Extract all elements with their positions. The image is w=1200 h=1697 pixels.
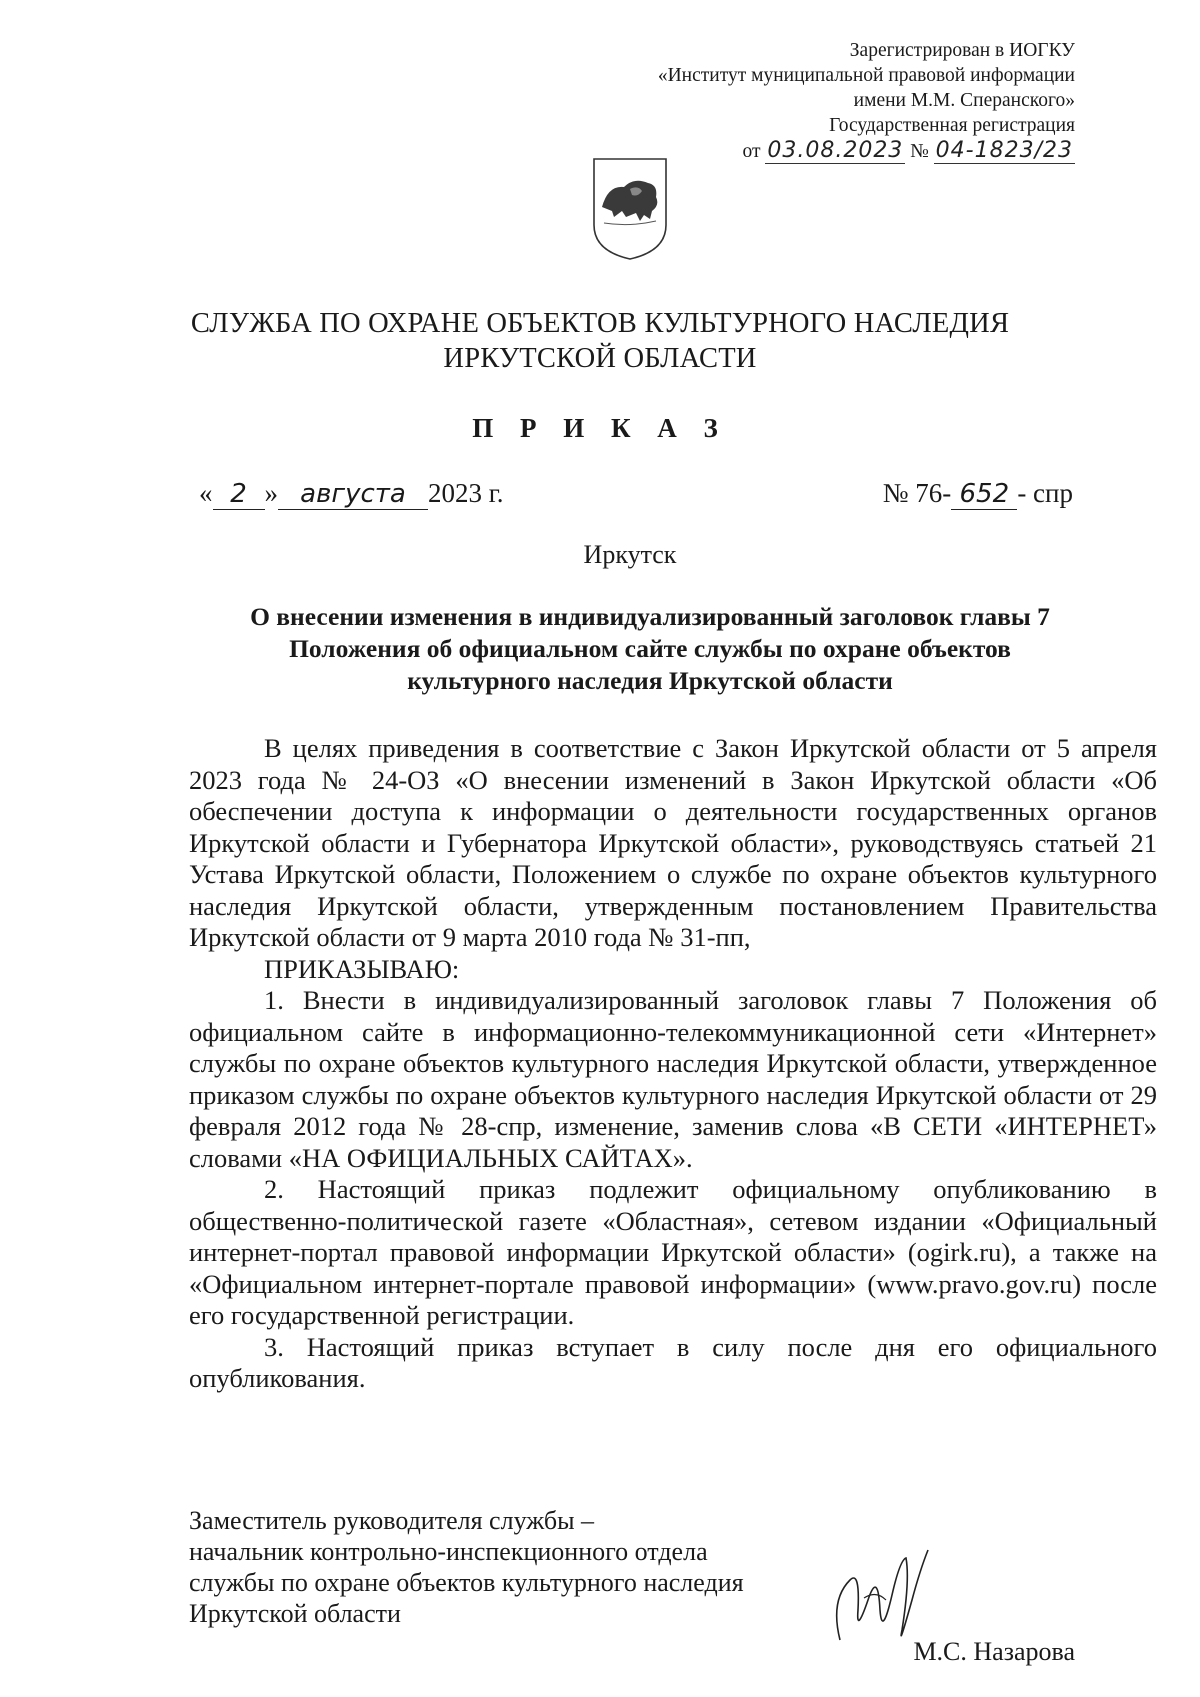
order-number [883,478,1073,510]
registration-date: 03.08.2023 [767,138,904,163]
order-number-value: 652 [951,479,1017,510]
registration-number-label: № [910,141,929,162]
document-title [200,601,1100,697]
registration-number: 04-1823/23 [935,138,1073,163]
document-title-line-1: О внесении изменения в индивидуализированный заголовок главы 7 [250,602,1050,631]
document-type: П Р И К А З [472,413,728,443]
document-body [189,733,1157,1395]
registration-line-4: Государственная регистрация [829,115,1075,136]
item-3-paragraph: 3. Настоящий приказ вступает в силу после дня его официального опубликования. [189,1331,1157,1393]
city: Иркутск [583,540,677,569]
registration-from-label: от [742,141,761,162]
document-title-line-2: Положения об официальном сайте службы по охране объектов [289,634,1011,663]
signatory-position-line-3: службы по охране объектов культурного наследия [189,1568,744,1597]
signatory-position [189,1505,744,1629]
registration-line-3: имени М.М. Сперанского» [853,90,1075,111]
order-number-prefix: № 76- [882,478,952,508]
order-number-suffix: - спр [1017,478,1073,508]
registration-line-2: «Институт муниципальной правовой информации [657,65,1075,86]
date-month: августа [278,479,428,510]
date-year: 2023 г. [428,478,504,508]
signatory-position-line-1: Заместитель руководителя службы – [189,1506,595,1535]
date-close-quote: » [264,478,278,508]
signatory-name: М.С. Назарова [913,1637,1075,1666]
registration-stamp [555,38,1075,164]
document-title-line-3: культурного наследия Иркутской области [407,666,893,695]
registration-line-1: Зарегистрирован в ИОГКУ [849,40,1075,61]
date-open-quote: « [199,478,213,508]
order-date [199,478,504,510]
preamble-paragraph: В целях приведения в соответствие с Закон Иркутской области от 5 апреля 2023 года № 24-ОЗ «О внесении изменений в Закон Иркутской области «Об обеспечении доступа к информации о деятельности государственных органов Иркутской области и Губернатора Иркутской области», руководствуясь статьей 21 Устава Иркутской области, Положением о службе по охране объектов культурного наследия Иркутской области, утвержденным постановлением Правительства Иркутской области от 9 марта 2010 года № 31-пп, [189,733,1157,952]
command-line: ПРИКАЗЫВАЮ: [264,953,460,984]
date-day: 2 [213,479,265,510]
agency-name-line-2: ИРКУТСКОЙ ОБЛАСТИ [443,343,757,374]
signatory-position-line-2: начальник контрольно-инспекционного отдела [189,1537,708,1566]
agency-name [0,306,1200,376]
item-1-paragraph: 1. Внести в индивидуализированный заголовок главы 7 Положения об официальном сайте в информационно-телекоммуникационной сети «Интернет» службы по охране объектов культурного наследия Иркутской области, утвержденное приказом службы по охране объектов культурного наследия Иркутской области от 29 февраля 2012 года № 28-спр, изменение, заменив слова «В СЕТИ «ИНТЕРНЕТ» словами «НА ОФИЦИАЛЬНЫХ САЙТАХ». [189,985,1157,1173]
agency-name-line-1: СЛУЖБА ПО ОХРАНЕ ОБЪЕКТОВ КУЛЬТУРНОГО НАСЛЕДИЯ [190,308,1010,339]
signatory-position-line-4: Иркутской области [189,1599,401,1628]
item-2-paragraph: 2. Настоящий приказ подлежит официальному опубликованию в общественно-политической газете «Областная», сетевом издании «Официальный интернет-портал правовой информации Иркутской области» (ogirk.ru), а также на «Официальном интернет-портале правовой информации» (www.pravo.gov.ru) после его государственной регистрации. [189,1174,1157,1330]
coat-of-arms-icon [590,155,670,263]
